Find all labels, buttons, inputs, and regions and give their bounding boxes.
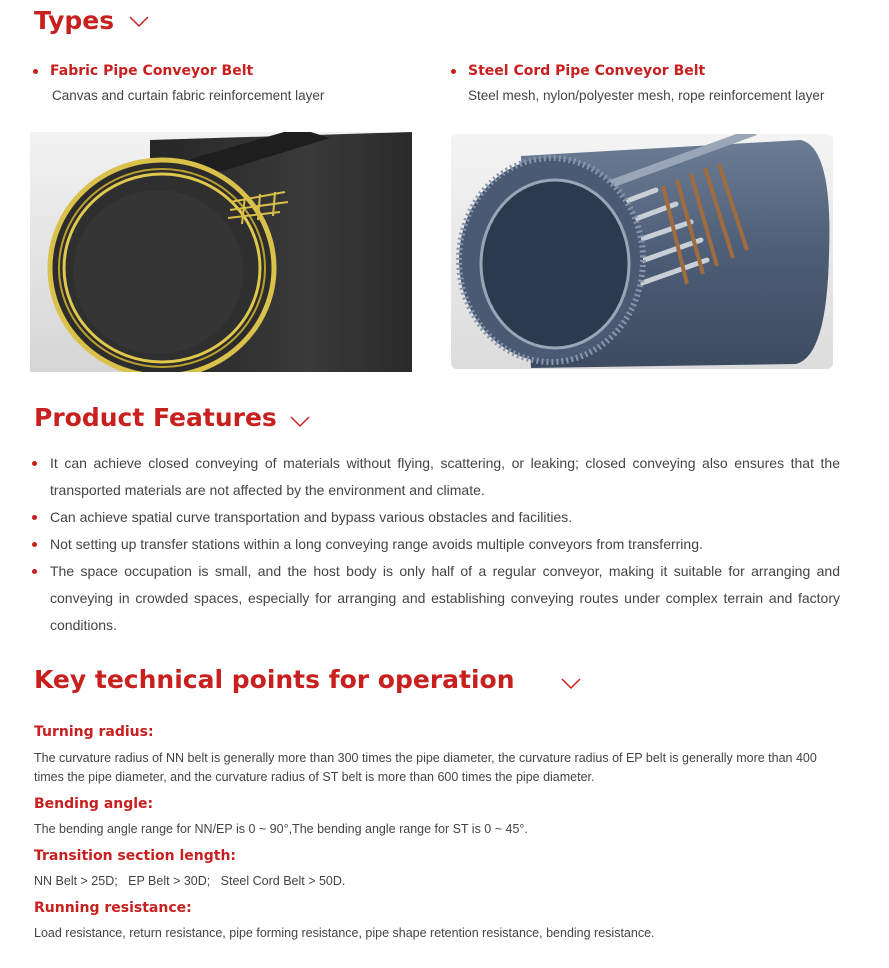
bullet-icon — [32, 515, 37, 520]
type-desc-fabric: Canvas and curtain fabric reinforcement layer — [52, 88, 325, 103]
key-point-title: Transition section length: — [34, 848, 237, 864]
types-heading: Types — [34, 6, 149, 35]
key-point-text: The curvature radius of NN belt is generally more than 300 times the pipe diameter, the curvature radius of EP belt is generally more than 400 times the pipe diameter, and the curvature radius of ST belt is more than 600 times the pipe diameter. — [34, 751, 817, 784]
bullet-icon — [33, 69, 38, 74]
fabric-pipe-belt-image — [30, 132, 412, 372]
key-point-text: The bending angle range for NN/EP is 0 ~ 90°,The bending angle range for ST is 0 ~ 45°. — [34, 822, 528, 836]
feature-item: The space occupation is small, and the host body is only half of a regular conveyor, making it suitable for arranging and conveying in crowded spaces, especially for arranging and establishing conveying routes under complex terrain and factory conditions. — [50, 558, 840, 639]
chevron-down-icon[interactable] — [290, 416, 310, 428]
key-point-title: Bending angle: — [34, 796, 154, 812]
feature-item: It can achieve closed conveying of materials without flying, scattering, or leaking; closed conveying also ensures that the transported materials are not affected by the environment and climate. — [50, 450, 840, 504]
key-point-text: Load resistance, return resistance, pipe forming resistance, pipe shape retention resistance, bending resistance. — [34, 926, 655, 940]
key-points-heading: Key technical points for operation — [34, 665, 581, 694]
type-title-fabric: Fabric Pipe Conveyor Belt — [50, 63, 254, 79]
key-point-title: Turning radius: — [34, 724, 154, 740]
product-features-heading: Product Features — [34, 403, 310, 432]
chevron-down-icon[interactable] — [129, 16, 149, 28]
type-desc-steel-cord: Steel mesh, nylon/polyester mesh, rope reinforcement layer — [468, 88, 825, 103]
key-point-title: Running resistance: — [34, 900, 192, 916]
feature-item: Not setting up transfer stations within a long conveying range avoids multiple conveyors from transferring. — [50, 531, 840, 558]
bullet-icon — [32, 461, 37, 466]
steel-cord-pipe-belt-image — [451, 134, 833, 369]
chevron-down-icon[interactable] — [561, 678, 581, 690]
type-title-steel-cord: Steel Cord Pipe Conveyor Belt — [468, 63, 706, 79]
key-point-text: NN Belt > 25D; EP Belt > 30D; Steel Cord Belt > 50D. — [34, 874, 346, 888]
bullet-icon — [451, 69, 456, 74]
bullet-icon — [32, 542, 37, 547]
bullet-icon — [32, 569, 37, 574]
feature-item: Can achieve spatial curve transportation and bypass various obstacles and facilities. — [50, 504, 840, 531]
